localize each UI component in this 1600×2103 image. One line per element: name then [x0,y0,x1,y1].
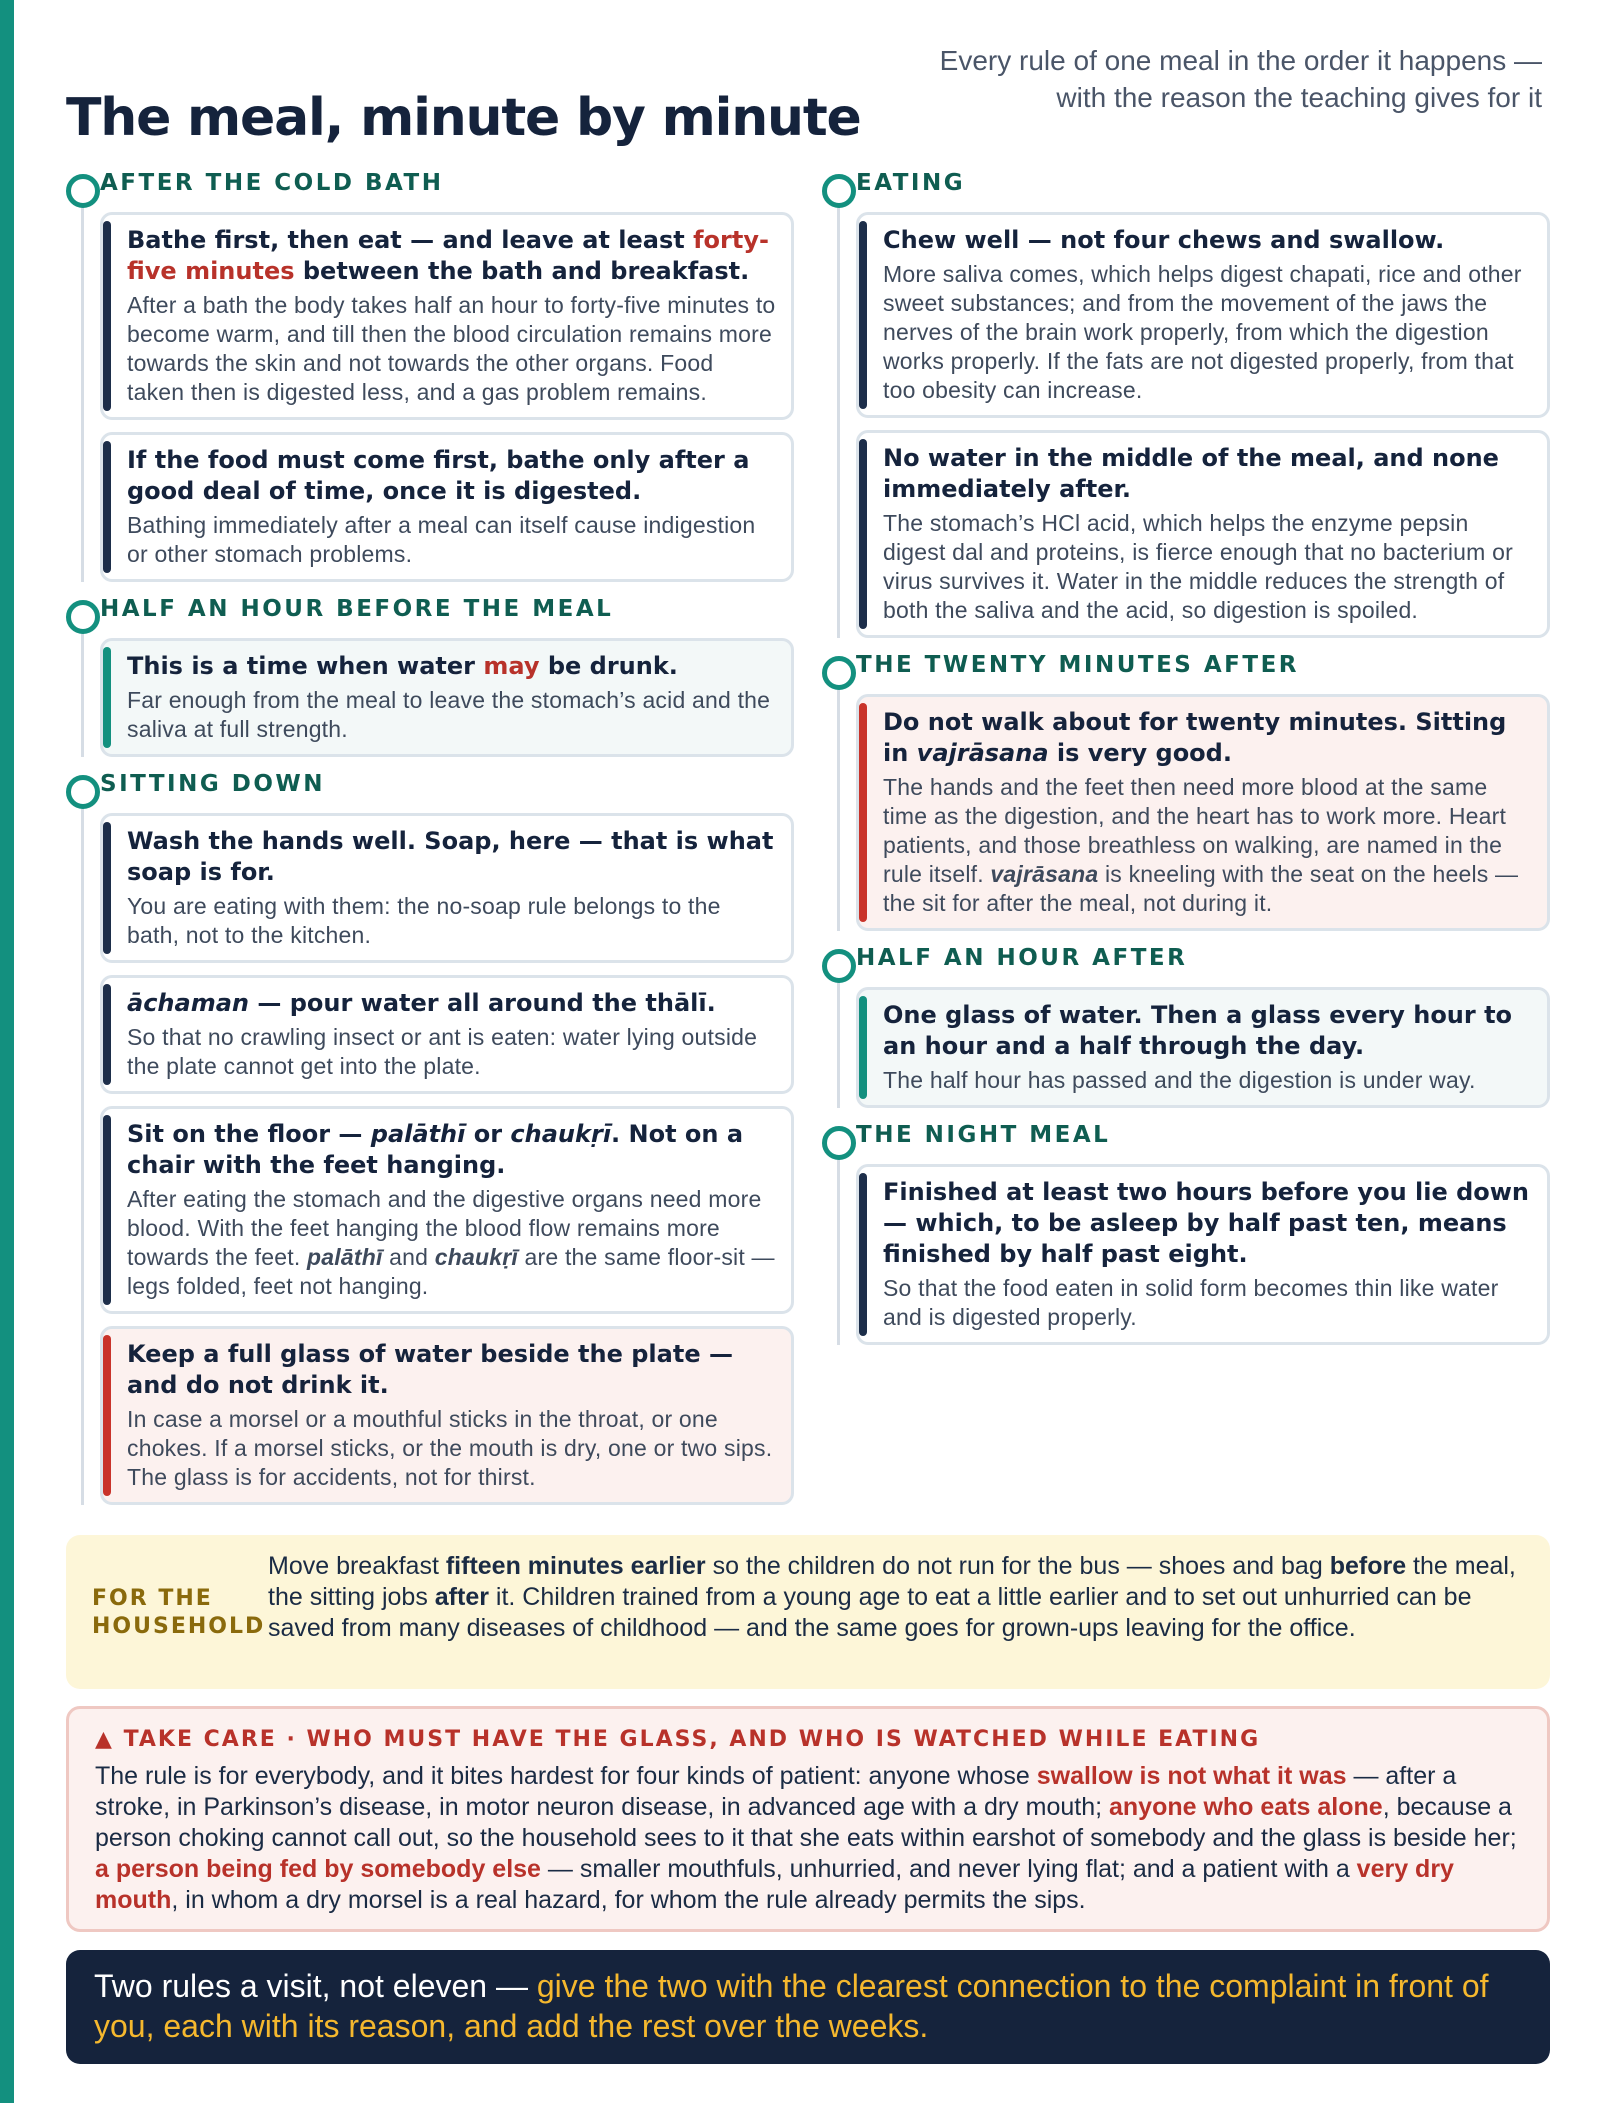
rule-card [100,1106,794,1314]
rule-reason: More saliva comes, which helps digest chapati, rice and other sweet substances; and from the movement of the jaws the nerves of the brain work properly, from which the digestion works properly. If the fats are not digested properly, from that too obesity can increase. [883,261,1522,403]
section-title: THE NIGHT MEAL [856,1122,1111,1148]
rule-card [856,212,1550,418]
rule-heading [127,988,777,1019]
warning-body: , in whom a dry morsel is a real hazard, for whom the rule already permits the sips. [171,1886,1086,1914]
rule-heading: Chew well — not four chews and swallow. [883,226,1445,254]
term-italic: chaukṛī [434,1244,518,1270]
take-care-warning [66,1706,1550,1932]
section-header [62,594,794,628]
term-italic: vajrāsana [990,861,1099,887]
rule-card [856,1164,1550,1345]
rule-heading: If the food must come first, bathe only after a good deal of time, once it is digested. [127,446,750,505]
household-label: FOR THE HOUSEHOLD [92,1586,266,1639]
household-text [268,1551,1528,1644]
footer-banner [66,1950,1550,2064]
rule-card [856,987,1550,1108]
callout-bold: fifteen minutes earlier [445,1552,706,1580]
rule-reason: The half hour has passed and the digestion is under way. [883,1067,1476,1093]
rule-highlight: forty-five minutes [127,226,769,285]
callout-text: so the children do not run for the bus — shoes and bag [705,1552,1330,1580]
rule-reason [127,1185,777,1301]
rule-heading: No water in the middle of the meal, and none immediately after. [883,444,1499,503]
rule-heading [127,1119,777,1181]
warning-highlight: very dry mouth [95,1855,1454,1914]
timeline-node-icon [66,775,100,809]
callout-bold: before [1329,1552,1407,1580]
section-title: HALF AN HOUR AFTER [856,945,1188,971]
section-title: EATING [856,170,966,196]
rule-heading: Keep a full glass of water beside the plate — and do not drink it. [127,1340,733,1399]
footer-text [94,1966,1524,2046]
rule-reason: The stomach’s HCl acid, which helps the enzyme pepsin digest dal and proteins, is fierce enough that no bacterium or virus survives it. Water in the middle reduces the strength of both the saliva and the acid, so digestion is spoiled. [883,510,1513,623]
rule-heading [883,707,1533,769]
rule-heading: Wash the hands well. Soap, here — that is what soap is for. [127,827,774,886]
warning-title [95,1727,1260,1752]
rule-heading-text: be drunk. [539,652,678,680]
rule-reason [883,773,1533,918]
timeline-node-icon [822,1126,856,1160]
rule-heading: One glass of water. Then a glass every hour to an hour and a half through the day. [883,1001,1513,1060]
warning-body: — smaller mouthfuls, unhurried, and never lying flat; and a patient with a [540,1855,1357,1883]
rule-reason: After a bath the body takes half an hour to forty-five minutes to become warm, and till then the blood circulation remains more towards the skin and not towards the other organs. Food taken then is digested less, and a gas problem remains. [127,292,776,405]
term-italic: chaukṛī [510,1120,612,1148]
section-title: HALF AN HOUR BEFORE THE MEAL [100,596,614,622]
timeline-node-icon [822,174,856,208]
page-title: The meal, minute by minute [66,88,861,148]
warning-body: The rule is for everybody, and it bites hardest for four kinds of patient: anyone whose [95,1762,1037,1790]
timeline-node-icon [66,600,100,634]
section-night-meal [818,1120,1550,1345]
rule-reason: So that the food eaten in solid form becomes thin like water and is digested properly. [883,1275,1499,1330]
rule-card [100,813,794,963]
rule-heading-text: between the bath and breakfast. [294,257,750,285]
reason-text: and [382,1244,435,1270]
rule-reason: Far enough from the meal to leave the stomach’s acid and the saliva at full strength. [127,687,771,742]
rule-heading [127,225,777,287]
callout-text: Move breakfast [268,1552,446,1580]
rule-heading-text: or [465,1120,511,1148]
reason-text: is kneeling with the seat on the heels — the sit for after the meal, not during it. [883,861,1519,916]
warning-highlight: swallow is not what it was [1036,1762,1347,1790]
rule-heading-text: Bathe first, then eat — and leave at least [127,226,694,254]
timeline-node-icon [822,949,856,983]
footer-plain: Two rules a visit, not eleven — [94,1968,537,2004]
section-half-hour-before [62,594,794,757]
section-header [818,168,1550,202]
rule-card [100,975,794,1094]
section-header [818,650,1550,684]
term-italic: palāthī [307,1244,383,1270]
section-title: SITTING DOWN [100,771,325,797]
warning-body: — after a stroke, in Parkinson’s disease, in motor neuron disease, in advanced age with a dry mouth; [95,1762,1457,1821]
section-header [818,1120,1550,1154]
section-title: THE TWENTY MINUTES AFTER [856,652,1299,678]
left-accent-rail [0,0,14,2103]
section-header [62,168,794,202]
rule-heading [127,651,777,682]
callout-text: the meal, the sitting jobs [268,1552,1516,1611]
section-eating [818,168,1550,638]
rule-heading-text: . Not on a chair with the feet hanging. [127,1120,744,1179]
rule-heading-text: — pour water all around the thālī. [249,989,716,1017]
rule-highlight: may [483,652,540,680]
section-title: AFTER THE COLD BATH [100,170,444,196]
section-half-hour-after [818,943,1550,1108]
rule-card [100,1326,794,1505]
section-twenty-minutes-after [818,650,1550,931]
warning-triangle-icon: ▲ [95,1727,114,1752]
page-intro: Every rule of one meal in the order it happens — with the reason the teaching gives for it [939,45,1542,113]
rule-card [856,694,1550,931]
rule-reason: In case a morsel or a mouthful sticks in the throat, or one chokes. If a morsel sticks, or the mouth is dry, one or two sips. The glass is for accidents, not for thirst. [127,1406,773,1490]
rule-card [100,212,794,420]
section-sitting-down [62,769,794,1505]
timeline-node-icon [66,174,100,208]
reason-text: The hands and the feet then need more blood at the same time as the digestion, and the heart has to work more. Heart patients, and those breathless on walking, are named in the rule itself. [883,774,1507,887]
rule-card [100,638,794,757]
rule-heading: Finished at least two hours before you lie down — which, to be asleep by half past ten, means finished by half past eight. [883,1178,1530,1268]
section-header [818,943,1550,977]
timeline-node-icon [822,656,856,690]
term-italic: āchaman [127,989,249,1017]
rule-heading-text: is very good. [1048,739,1232,767]
footer-highlight: give the two with the clearest connection to the complaint in front of you, each with its reason, and add the rest over the weeks. [94,1968,1489,2044]
section-header [62,769,794,803]
term-italic: palāthī [370,1120,466,1148]
rule-reason: You are eating with them: the no-soap rule belongs to the bath, not to the kitchen. [127,893,721,948]
rule-heading-text: This is a time when water [127,652,484,680]
rule-card [100,432,794,582]
warning-body: , because a person choking cannot call out, so the household sees to it that she eats within earshot of somebody and the glass is beside her; [95,1793,1517,1852]
timeline-right-column [818,168,1550,1357]
rule-reason: So that no crawling insect or ant is eaten: water lying outside the plate cannot get into the plate. [127,1024,758,1079]
timeline-left-column [62,168,794,1517]
rule-heading-text: Sit on the floor — [127,1120,371,1148]
term-italic: vajrāsana [916,739,1049,767]
warning-highlight: a person being fed by somebody else [95,1855,541,1883]
warning-title-text: TAKE CARE · WHO MUST HAVE THE GLASS, AND WHO IS WATCHED WHILE EATING [123,1727,1261,1752]
warning-highlight: anyone who eats alone [1109,1793,1383,1821]
household-callout [66,1535,1550,1689]
rule-heading-text: Do not walk about for twenty minutes. Sitting in [883,708,1507,767]
rule-reason: Bathing immediately after a meal can itself cause indigestion or other stomach problems. [127,512,756,567]
reason-text: After eating the stomach and the digestive organs need more blood. With the feet hanging the blood flow remains more towards the feet. [127,1186,762,1270]
callout-bold: after [434,1583,489,1611]
warning-text [95,1761,1525,1916]
reason-text: are the same floor-sit — legs folded, feet not hanging. [127,1244,775,1299]
rule-card [856,430,1550,638]
section-after-cold-bath [62,168,794,582]
callout-text: it. Children trained from a young age to eat a little earlier and to set out unhurried can be saved from many diseases of childhood — and the same goes for grown-ups leaving for the office. [268,1583,1472,1642]
